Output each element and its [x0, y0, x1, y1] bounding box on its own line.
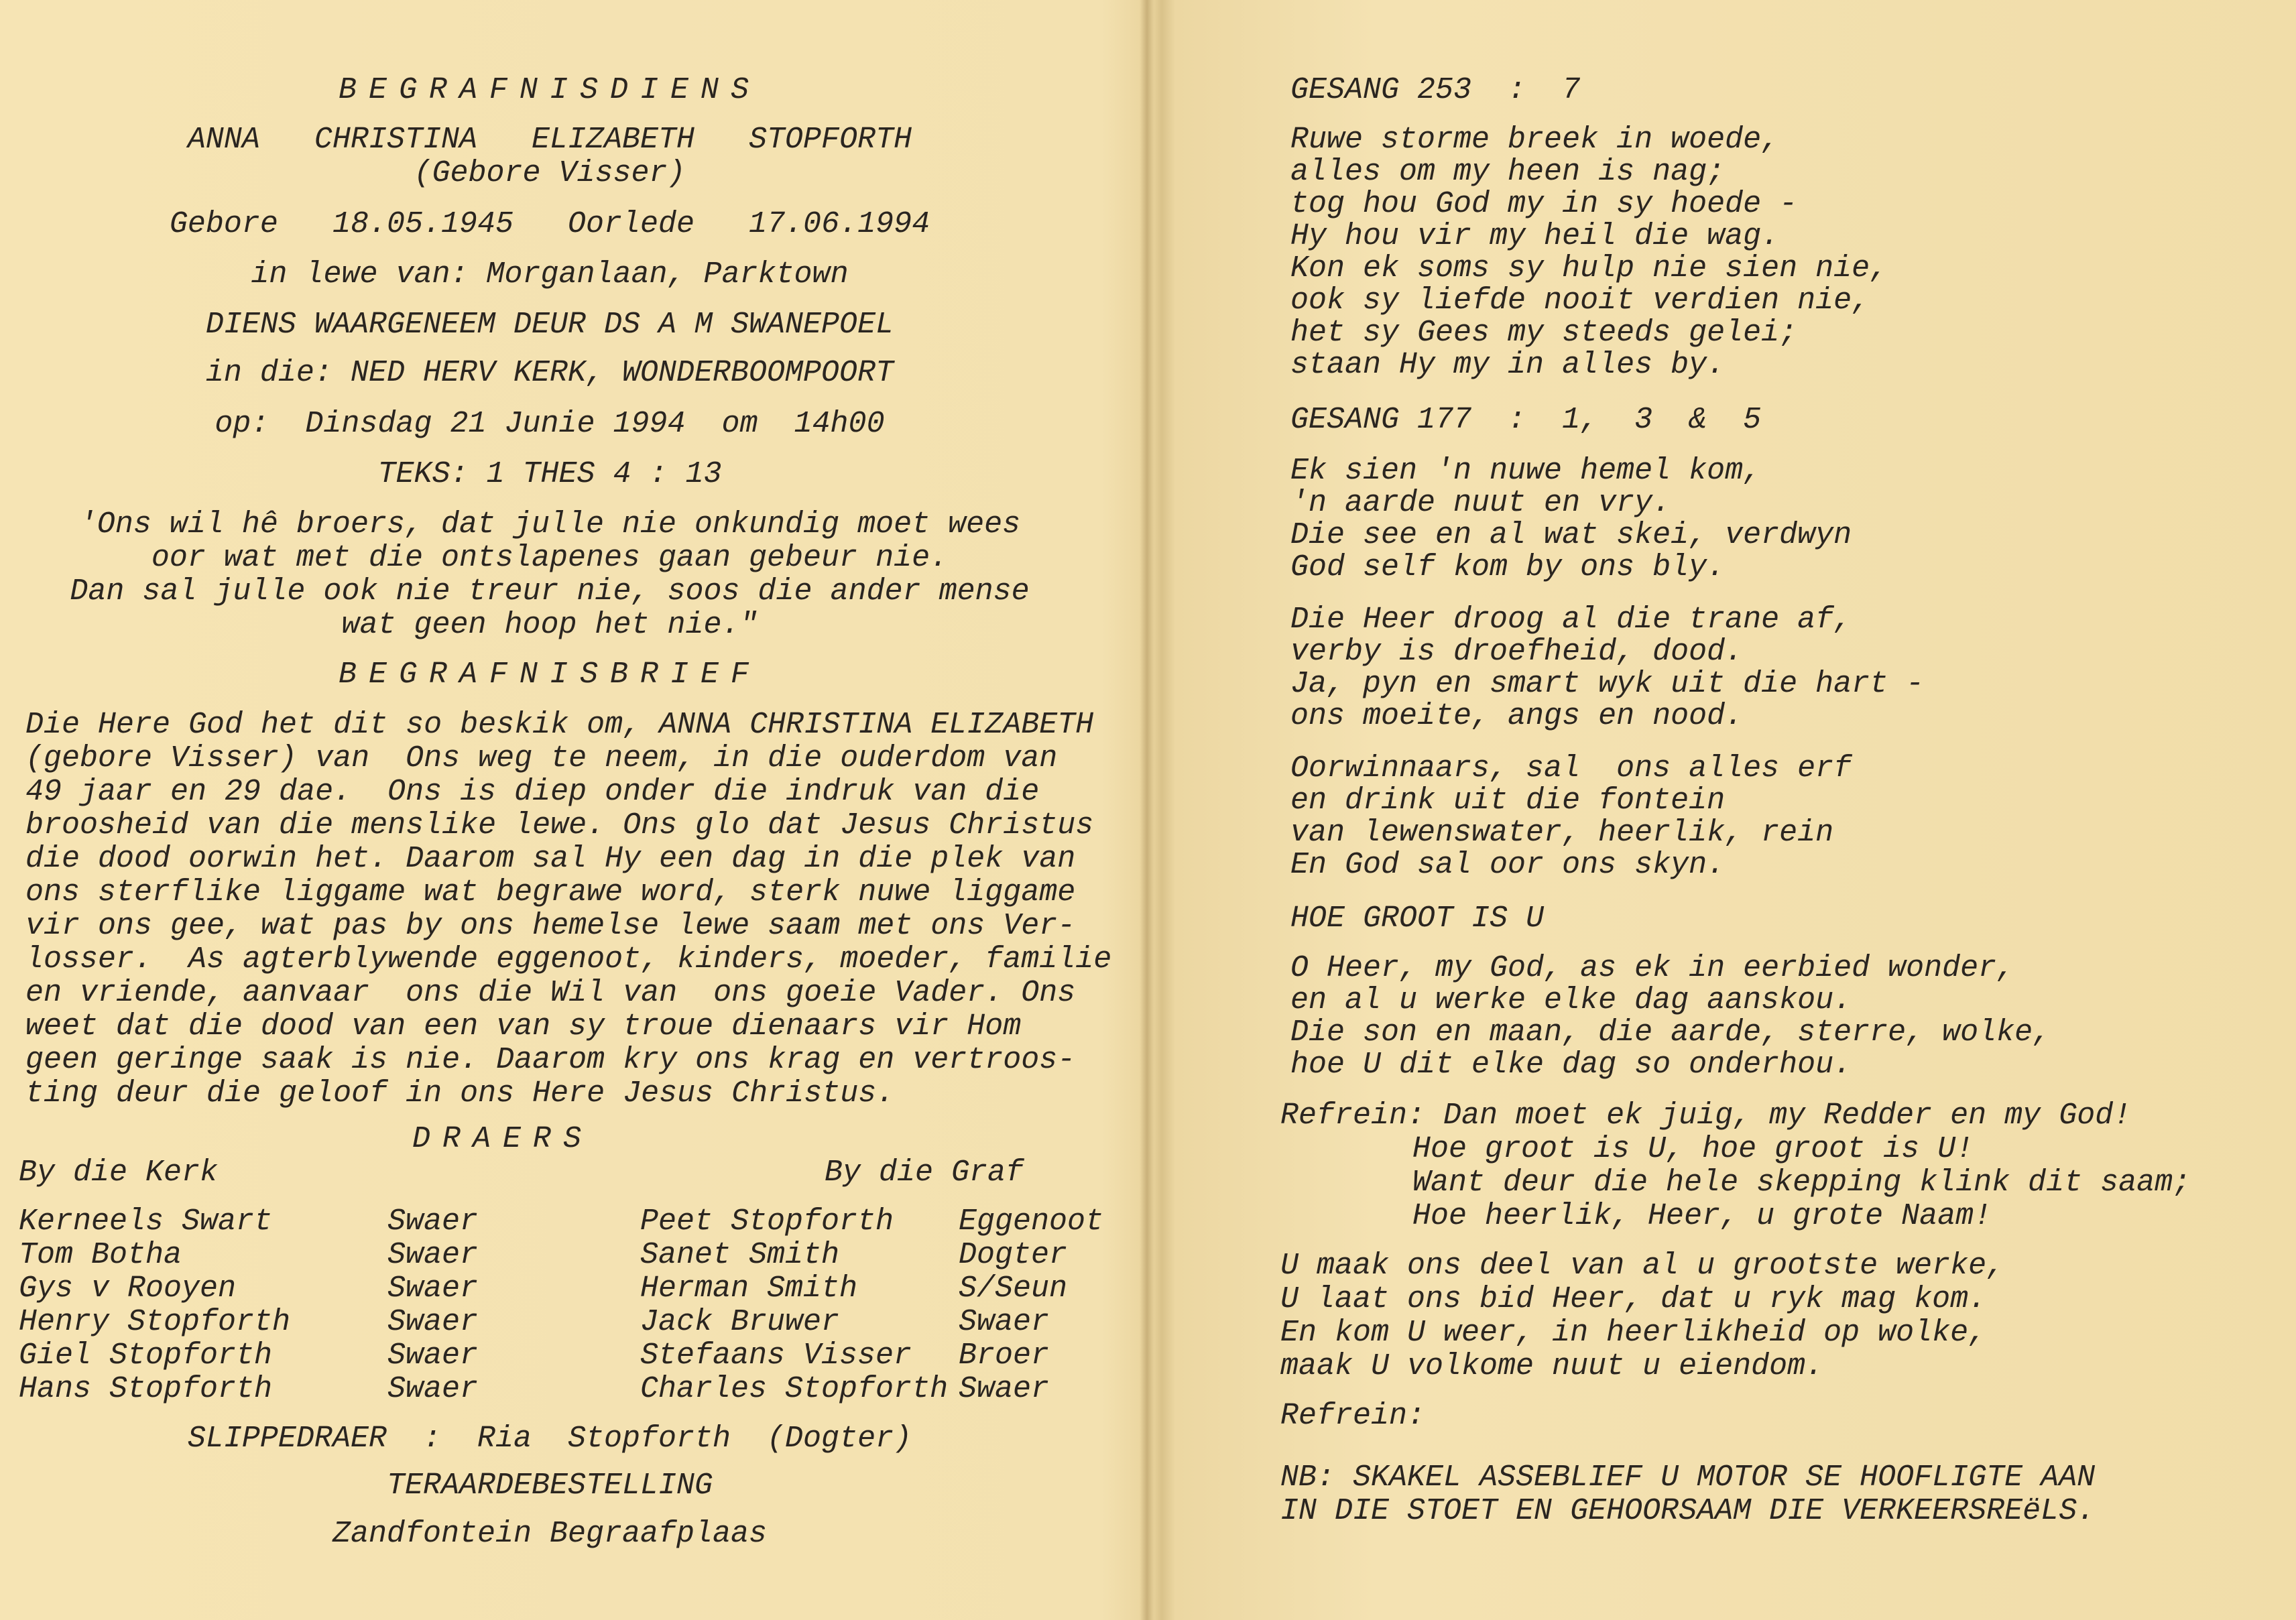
bearer-relation: Swaer	[387, 1204, 479, 1239]
refrain-line: Want deur die hele skepping klink dit saam;	[1412, 1166, 2191, 1200]
hymn-line: God self kom by ons bly.	[1290, 550, 1726, 584]
hymn-line: van lewenswater, heerlik, rein	[1290, 816, 1834, 850]
hymn-line: Oorwinnaars, sal ons alles erf	[1290, 751, 1852, 786]
bearer-name: Kerneels Swart	[19, 1204, 273, 1239]
officiant-line: DIENS WAARGENEEM DEUR DS A M SWANEPOEL	[205, 308, 894, 342]
bearer-relation: Broer	[959, 1338, 1050, 1373]
hymn-line: Die son en maan, die aarde, sterre, wolke,	[1290, 1015, 2051, 1050]
center-fold	[1140, 0, 1154, 1620]
burial-title: TERAARDEBESTELLING	[386, 1469, 713, 1503]
letter-line: Die Here God het dit so beskik om, ANNA CHRISTINA ELIZABETH	[25, 708, 1094, 742]
refrain-line: Refrein: Dan moet ek juig, my Redder en my God!	[1280, 1099, 2132, 1133]
letter-line: 49 jaar en 29 dae. Ons is diep onder die indruk van die	[25, 775, 1040, 809]
hymn-line: ons moeite, angs en nood.	[1290, 699, 1744, 733]
address-line: in lewe van: Morganlaan, Parktown	[251, 257, 849, 292]
hymn-line: Die see en al wat skei, verdwyn	[1290, 518, 1852, 552]
letter-title: BEGRAFNISBRIEF	[338, 658, 762, 692]
bearer-name: Giel Stopforth	[19, 1338, 273, 1373]
hymn-line: Ruwe storme breek in woede,	[1290, 123, 1780, 157]
refrain-line: Hoe heerlik, Heer, u grote Naam!	[1412, 1199, 1992, 1233]
bearer-relation: Swaer	[959, 1372, 1050, 1406]
letter-line: en vriende, aanvaar ons die Wil van ons goeie Vader. Ons	[25, 976, 1076, 1010]
hymn-line: Die Heer droog al die trane af,	[1290, 603, 1852, 637]
cemetery-name: Zandfontein Begraafplaas	[332, 1517, 768, 1551]
bearer-name: Henry Stopforth	[19, 1305, 291, 1339]
deceased-name: ANNA CHRISTINA ELIZABETH STOPFORTH	[187, 123, 912, 157]
bearer-relation: Swaer	[387, 1238, 479, 1272]
bearer-relation: Eggenoot	[959, 1204, 1104, 1239]
letter-line: geen geringe saak is nie. Daarom kry ons krag en vertroos-	[25, 1043, 1076, 1077]
hymn-line: het sy Gees my steeds gelei;	[1290, 316, 1798, 350]
hymn-title: HOE GROOT IS U	[1290, 901, 1545, 936]
hymn-line: maak U volkome nuut u eiendom.	[1280, 1349, 1824, 1383]
bearer-name: Tom Botha	[19, 1238, 182, 1272]
bearer-name: Charles Stopforth	[640, 1372, 949, 1406]
hymn-line: staan Hy my in alles by.	[1290, 348, 1726, 382]
left-page	[0, 0, 1140, 1620]
notice-line: IN DIE STOET EN GEHOORSAAM DIE VERKEERSREëLS.	[1280, 1494, 2096, 1528]
hymn-line: hoe U dit elke dag so onderhou.	[1290, 1048, 1852, 1082]
bearer-name: Sanet Smith	[640, 1238, 840, 1272]
right-page	[1154, 0, 2296, 1620]
letter-line: weet dat die dood van een van sy troue dienaars vir Hom	[25, 1009, 1022, 1044]
hymn-line: U maak ons deel van al u grootste werke,	[1280, 1249, 2005, 1283]
letter-line: vir ons gee, wat pas by ons hemelse lewe saam met ons Ver-	[25, 909, 1076, 943]
hymn-line: ook sy liefde nooit verdien nie,	[1290, 284, 1870, 318]
notice-line: NB: SKAKEL ASSEBLIEF U MOTOR SE HOOFLIGTE AAN	[1280, 1460, 2096, 1495]
hymn-line: En God sal oor ons skyn.	[1290, 848, 1726, 882]
dates-line: Gebore 18.05.1945 Oorlede 17.06.1994	[169, 207, 930, 241]
hymn-line: en al u werke elke dag aanskou.	[1290, 983, 1852, 1017]
refrain-repeat: Refrein:	[1280, 1399, 1426, 1433]
hymn-line: verby is droefheid, dood.	[1290, 635, 1744, 669]
hymn-line: Kon ek soms sy hulp nie sien nie,	[1290, 251, 1888, 286]
hymn-line: En kom U weer, in heerlikheid op wolke,	[1280, 1316, 1987, 1350]
hymn-title: GESANG 177 : 1, 3 & 5	[1290, 403, 1762, 437]
hymn-line: tog hou God my in sy hoede -	[1290, 187, 1798, 221]
bearer-relation: Swaer	[387, 1271, 479, 1306]
refrain-line: Hoe groot is U, hoe groot is U!	[1412, 1132, 1974, 1166]
bearer-relation: Swaer	[387, 1372, 479, 1406]
pall-bearer-line: SLIPPEDRAER : Ria Stopforth (Dogter)	[187, 1422, 912, 1456]
bearer-relation: S/Seun	[959, 1271, 1068, 1306]
letter-line: die dood oorwin het. Daarom sal Hy een dag in die plek van	[25, 842, 1076, 876]
service-title: BEGRAFNISDIENS	[338, 73, 762, 107]
bearer-relation: Swaer	[387, 1338, 479, 1373]
bearer-relation: Dogter	[959, 1238, 1068, 1272]
scripture-reference: TEKS: 1 THES 4 : 13	[377, 457, 722, 491]
bearer-relation: Swaer	[959, 1305, 1050, 1339]
bearer-relation: Swaer	[387, 1305, 479, 1339]
hymn-line: Ek sien 'n nuwe hemel kom,	[1290, 454, 1762, 488]
grave-bearers-heading: By die Graf	[825, 1156, 1024, 1190]
hymn-line: Ja, pyn en smart wyk uit die hart -	[1290, 667, 1925, 701]
church-bearers-heading: By die Kerk	[19, 1156, 219, 1190]
hymn-line: U laat ons bid Heer, dat u ryk mag kom.	[1280, 1282, 1987, 1316]
verse-line: wat geen hoop het nie."	[341, 608, 758, 642]
hymn-title: GESANG 253 : 7	[1290, 73, 1581, 107]
date-time-line: op: Dinsdag 21 Junie 1994 om 14h00	[215, 407, 885, 441]
bearer-name: Jack Bruwer	[640, 1305, 840, 1339]
verse-line: oor wat met die ontslapenes gaan gebeur nie.	[151, 541, 949, 575]
hymn-line: alles om my heen is nag;	[1290, 155, 1726, 189]
church-line: in die: NED HERV KERK, WONDERBOOMPOORT	[205, 356, 894, 390]
letter-line: ting deur die geloof in ons Here Jesus Christus.	[25, 1076, 895, 1111]
bearer-name: Stefaans Visser	[640, 1338, 912, 1373]
bearers-title: DRAERS	[412, 1122, 594, 1156]
bearer-name: Herman Smith	[640, 1271, 858, 1306]
letter-line: losser. As agterblywende eggenoot, kinders, moeder, familie	[25, 942, 1112, 977]
hymn-line: en drink uit die fontein	[1290, 784, 1726, 818]
bearer-name: Hans Stopforth	[19, 1372, 273, 1406]
bearer-name: Peet Stopforth	[640, 1204, 894, 1239]
letter-line: ons sterflike liggame wat begrawe word, sterk nuwe liggame	[25, 875, 1076, 910]
letter-line: (gebore Visser) van Ons weg te neem, in die ouderdom van	[25, 741, 1058, 775]
verse-line: 'Ons wil hê broers, dat julle nie onkundig moet wees	[78, 507, 1021, 542]
hymn-line: Hy hou vir my heil die wag.	[1290, 219, 1780, 253]
hymn-line: O Heer, my God, as ek in eerbied wonder,	[1290, 951, 2015, 985]
letter-line: broosheid van die menslike lewe. Ons glo dat Jesus Christus	[25, 808, 1094, 843]
bearer-name: Gys v Rooyen	[19, 1271, 237, 1306]
maiden-name: (Gebore Visser)	[414, 156, 686, 190]
verse-line: Dan sal julle ook nie treur nie, soos die ander mense	[70, 574, 1030, 609]
hymn-line: 'n aarde nuut en vry.	[1290, 486, 1671, 520]
